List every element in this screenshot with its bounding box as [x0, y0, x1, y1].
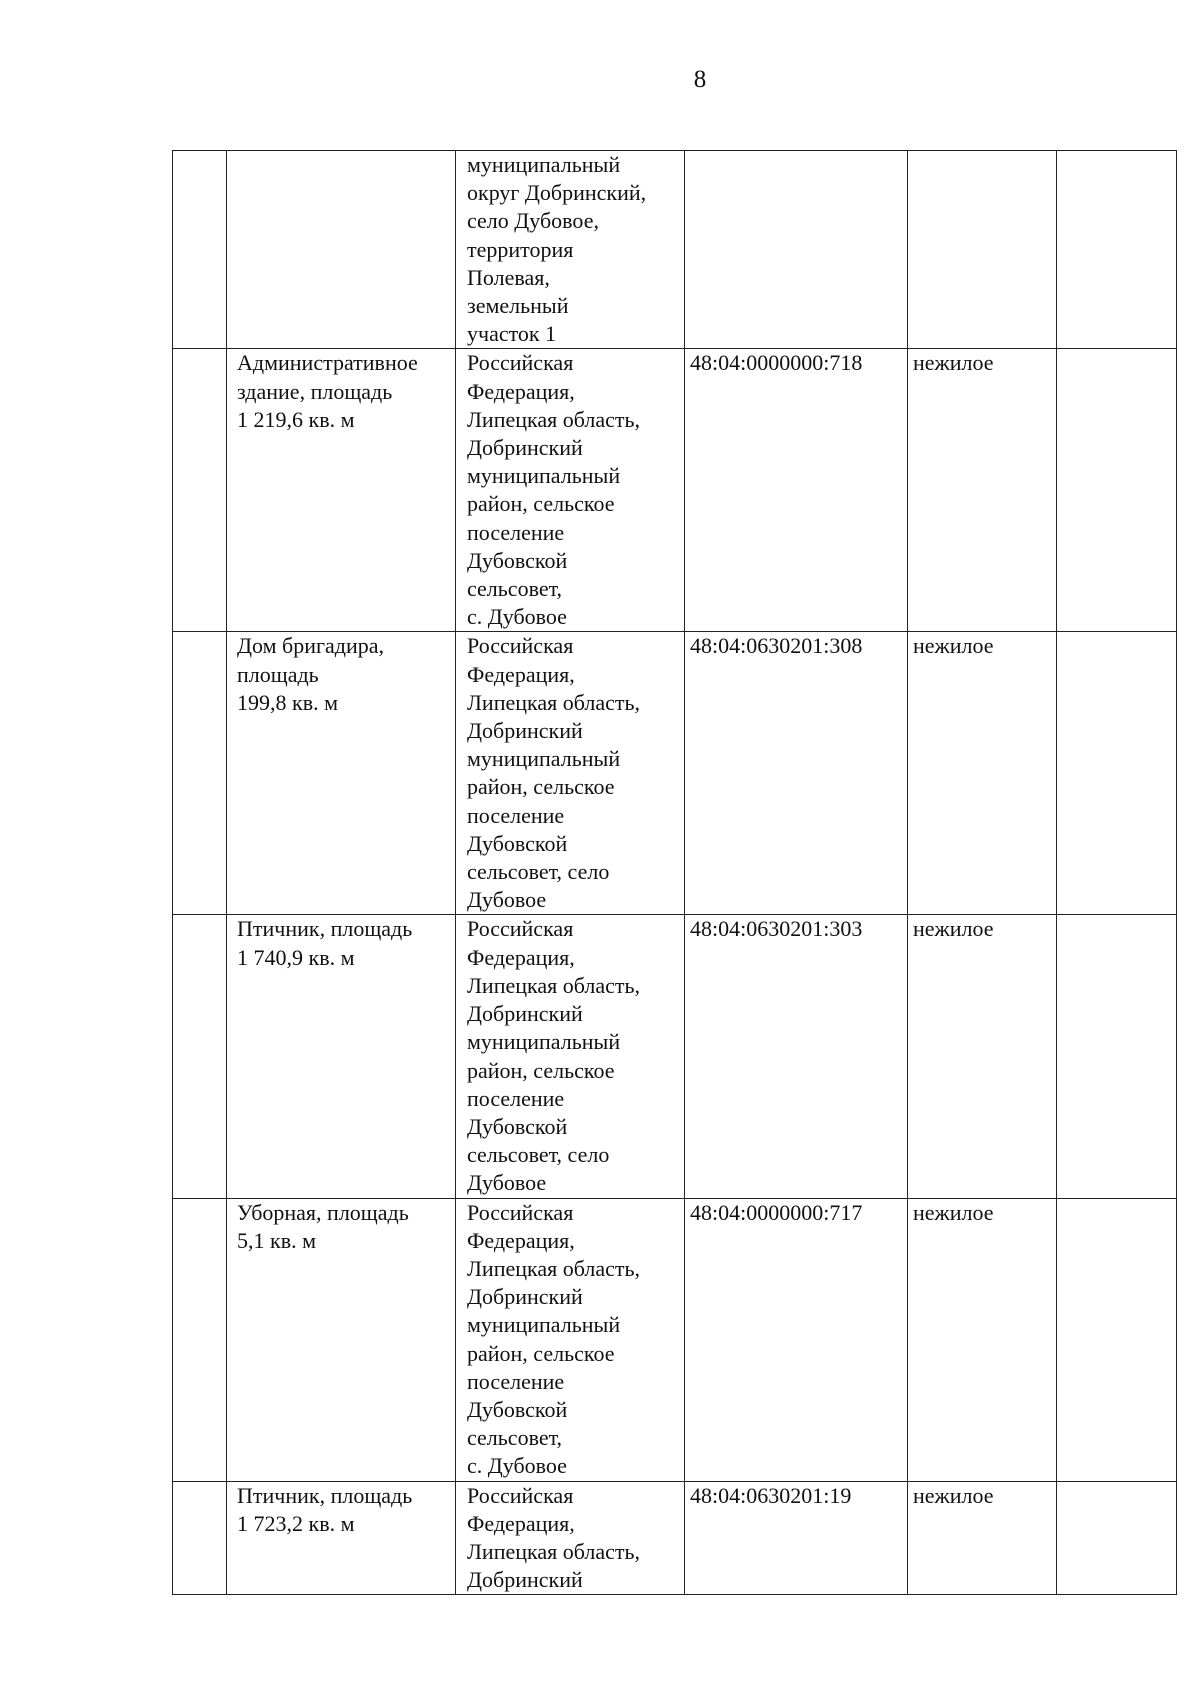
table-cell-purpose: нежилое — [908, 1481, 1057, 1595]
table-cell-cadastral-number: 48:04:0000000:717 — [685, 1198, 908, 1481]
table-cell-number — [173, 1198, 227, 1481]
table-cell-name: Дом бригадира, площадь 199,8 кв. м — [227, 632, 456, 915]
table-cell-number — [173, 915, 227, 1198]
table-cell-name — [227, 151, 456, 349]
property-table — [172, 150, 1177, 1595]
table-cell-purpose — [908, 151, 1057, 349]
table-cell-address: Российская Федерация, Липецкая область, Добринский муниципальный район, сельское поселение Дубовской сельсовет, село Дубовое — [456, 632, 685, 915]
page-number: 8 — [693, 66, 707, 93]
table-cell-name: Административное здание, площадь 1 219,6 кв. м — [227, 349, 456, 632]
table-cell-purpose: нежилое — [908, 632, 1057, 915]
table-cell-number — [173, 349, 227, 632]
table-cell-name: Уборная, площадь 5,1 кв. м — [227, 1198, 456, 1481]
table-row — [173, 1481, 1177, 1595]
table-cell-extra — [1057, 915, 1177, 1198]
table-row — [173, 1198, 1177, 1481]
table-cell-name: Птичник, площадь 1 740,9 кв. м — [227, 915, 456, 1198]
table-cell-address: Российская Федерация, Липецкая область, Добринский муниципальный район, сельское поселение Дубовской сельсовет, село Дубовое — [456, 915, 685, 1198]
table-cell-address: Российская Федерация, Липецкая область, Добринский — [456, 1481, 685, 1595]
table-cell-cadastral-number: 48:04:0000000:718 — [685, 349, 908, 632]
table-cell-cadastral-number — [685, 151, 908, 349]
table-cell-cadastral-number: 48:04:0630201:19 — [685, 1481, 908, 1595]
table-row — [173, 349, 1177, 632]
table-cell-cadastral-number: 48:04:0630201:303 — [685, 915, 908, 1198]
table-cell-purpose: нежилое — [908, 915, 1057, 1198]
table-cell-number — [173, 151, 227, 349]
table-cell-address: муниципальный округ Добринский, село Дубовое, территория Полевая, земельный участок 1 — [456, 151, 685, 349]
table-row — [173, 915, 1177, 1198]
table-cell-extra — [1057, 1481, 1177, 1595]
table-cell-name: Птичник, площадь 1 723,2 кв. м — [227, 1481, 456, 1595]
table-cell-extra — [1057, 349, 1177, 632]
table-cell-extra — [1057, 1198, 1177, 1481]
table-cell-address: Российская Федерация, Липецкая область, Добринский муниципальный район, сельское поселение Дубовской сельсовет, с. Дубовое — [456, 1198, 685, 1481]
table-cell-cadastral-number: 48:04:0630201:308 — [685, 632, 908, 915]
table-cell-purpose: нежилое — [908, 1198, 1057, 1481]
table-cell-number — [173, 632, 227, 915]
table-cell-extra — [1057, 632, 1177, 915]
table-cell-purpose: нежилое — [908, 349, 1057, 632]
table-cell-extra — [1057, 151, 1177, 349]
table-row — [173, 632, 1177, 915]
table-row — [173, 151, 1177, 349]
table-cell-number — [173, 1481, 227, 1595]
table-cell-address: Российская Федерация, Липецкая область, Добринский муниципальный район, сельское поселение Дубовской сельсовет, с. Дубовое — [456, 349, 685, 632]
